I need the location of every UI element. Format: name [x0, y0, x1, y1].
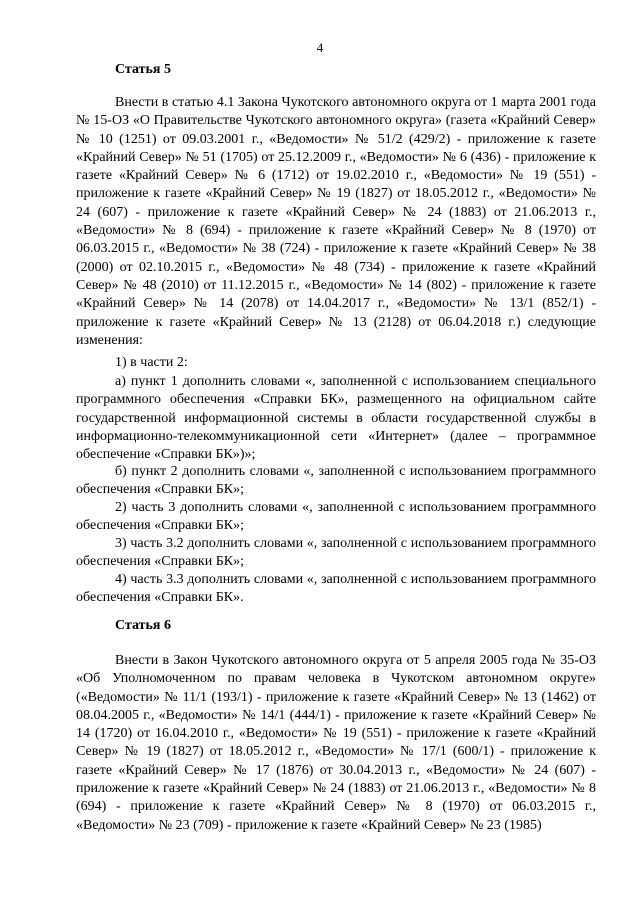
article-5-item-1: 1) в части 2:: [115, 355, 188, 370]
article-5-intro-paragraph: Внести в статью 4.1 Закона Чукотского автономного округа от 1 марта 2001 года № 15-ОЗ «О Правительстве Чукотского автономного округа» (газета «Крайний Север» № 10 (1251) от 09.03.2001 г., «Ведомости» № 51/2 (429/2) - приложение к газете «Крайний Север» № 51 (1705) от 25.12.2009 г., «Ведомости» № 6 (436) - приложение к газете «Крайний Север» № 6 (1712) от 19.02.2010 г., «Ведомости» № 19 (551) - приложение к газете «Крайний Север» № 19 (1827) от 18.05.2012 г., «Ведомости» № 24 (607) - приложение к газете «Крайний Север» № 24 (1883) от 21.06.2013 г., «Ведомости» № 8 (694) - приложение к газете «Крайний Север» № 8 (1970) от 06.03.2015 г., «Ведомости» № 38 (724) - приложение к газете «Крайний Север» № 38 (2000) от 02.10.2015 г., «Ведомости» № 48 (734) - приложение к газете «Крайний Север» № 48 (2010) от 11.12.2015 г., «Ведомости» № 14 (802) - приложение к газете «Крайний Север» № 14 (2078) от 14.04.2017 г., «Ведомости» № 13/1 (852/1) - приложение к газете «Крайний Север» № 13 (2128) от 06.04.2018 г.) следующие изменения:: [76, 95, 596, 348]
article-5-heading: Статья 5: [115, 62, 171, 77]
article-6-intro-paragraph: Внести в Закон Чукотского автономного округа от 5 апреля 2005 года № 35-ОЗ «Об Уполномоченном по правам человека в Чукотском автономном округе» («Ведомости» № 11/1 (193/1) - приложение к газете «Крайний Север» № 13 (1462) от 08.04.2005 г., «Ведомости» № 14/1 (444/1) - приложение к газете «Крайний Север» № 14 (1720) от 16.04.2010 г., «Ведомости» № 19 (551) - приложение к газете «Крайний Север» № 19 (1827) от 18.05.2012 г., «Ведомости» № 17/1 (600/1) - приложение к газете «Крайний Север» № 17 (1876) от 30.04.2013 г., «Ведомости» № 24 (607) - приложение к газете «Крайний Север» № 24 (1883) от 21.06.2013 г., «Ведомости» № 8 (694) - приложение к газете «Крайний Север» № 8 (1970) от 06.03.2015 г., «Ведомости» № 23 (709) - приложение к газете «Крайний Север» № 23 (1985): [76, 653, 596, 833]
page-number: 4: [316, 40, 324, 55]
article-5-item-1b: б) пункт 2 дополнить словами «, заполненной с использованием программного обеспечения «Справки БК»;: [76, 464, 596, 498]
article-5-item-3: 3) часть 3.2 дополнить словами «, заполненной с использованием программного обеспечения «Справки БК»;: [76, 536, 596, 570]
article-5-item-4: 4) часть 3.3 дополнить словами «, заполненной с использованием программного обеспечения «Справки БК».: [76, 572, 596, 606]
article-6-heading: Статья 6: [115, 618, 171, 633]
article-5-item-1a: а) пункт 1 дополнить словами «, заполненной с использованием специального программного обеспечения «Справки БК», размещенного на официальном сайте государственной информационной системы в области государственной службы в информационно-телекоммуникационной сети «Интернет» (далее – программное обеспечение «Справки БК»)»;: [76, 374, 596, 463]
article-5-item-2: 2) часть 3 дополнить словами «, заполненной с использованием программного обеспечения «Справки БК»;: [76, 500, 596, 534]
